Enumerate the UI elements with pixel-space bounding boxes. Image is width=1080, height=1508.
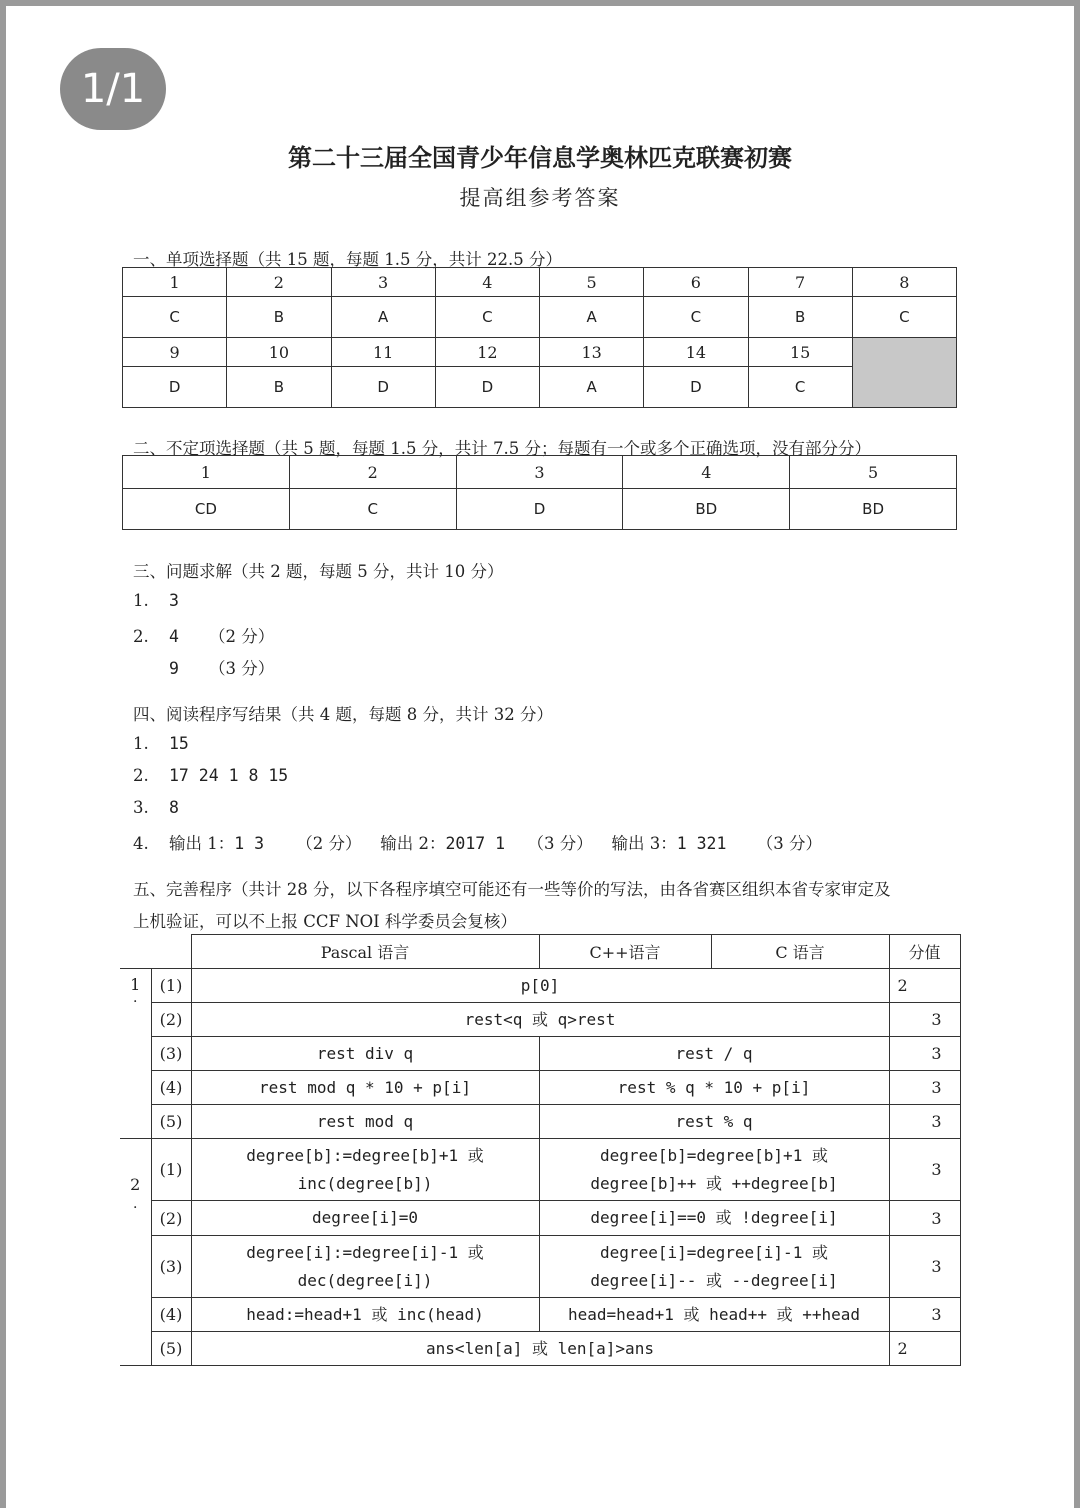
answer-cell: D: [331, 367, 435, 408]
score-cell: 2: [889, 1332, 960, 1366]
pascal-answer: [191, 1139, 539, 1201]
score-cell: 3: [889, 1201, 960, 1236]
section5-heading-line1: 五、完善程序（共计 28 分，以下各程序填空可能还有一些等价的写法，由各省赛区组织本省专家审定及: [133, 880, 891, 899]
c-answer: [539, 1236, 889, 1298]
question-number: 6: [644, 268, 748, 297]
answer-cell: C: [748, 367, 852, 408]
output1-label: 输出 1：: [169, 834, 235, 853]
pascal-answer: rest mod q * 10 + p[i]: [191, 1071, 539, 1105]
item-number: 2.: [133, 627, 149, 646]
document-title: 第二十三届全国青少年信息学奥林匹克联赛初赛: [288, 144, 792, 172]
blank-index: (3): [151, 1037, 191, 1071]
question-number: 3: [456, 456, 623, 489]
score-cell: 3: [889, 1037, 960, 1071]
answer-cell: A: [331, 297, 435, 338]
section2-heading: 二、不定项选择题（共 5 题，每题 1.5 分，共计 7.5 分；每题有一个或多个正确选项，没有部分分）: [133, 439, 871, 458]
answer-cell: C: [123, 297, 227, 338]
header-cpp: C++语言: [539, 935, 711, 969]
answer-cell: CD: [123, 489, 290, 530]
score-cell: 2: [889, 969, 960, 1003]
pascal-answer: [191, 1236, 539, 1298]
table-row: [120, 969, 960, 1003]
c-answer-line: degree[i]=degree[i]-1 或: [600, 1242, 828, 1262]
item-answer: 8: [169, 798, 179, 817]
section3-heading: 三、问题求解（共 2 题，每题 5 分，共计 10 分）: [133, 562, 504, 581]
question-number: 2: [227, 268, 331, 297]
answer-cell: C: [852, 297, 956, 338]
group-number: 1: [130, 975, 141, 994]
output3-label: 输出 3：: [611, 834, 677, 853]
answer-cell: D: [123, 367, 227, 408]
table-row: [120, 1298, 960, 1332]
score-cell: 3: [889, 1298, 960, 1332]
score-cell: 3: [889, 1139, 960, 1201]
answer-cell: D: [456, 489, 623, 530]
section5-heading-line2: 上机验证，可以不上报 CCF NOI 科学委员会复核）: [133, 912, 517, 931]
c-answer-line: degree[b]=degree[b]+1 或: [600, 1145, 828, 1165]
blank-index: (1): [151, 1139, 191, 1201]
group-number: 2: [130, 1175, 141, 1194]
item-number: 1.: [133, 591, 149, 610]
answer-cell: p[0]: [191, 969, 889, 1003]
output2-label: 输出 2：: [380, 834, 446, 853]
blank-index: (2): [151, 1201, 191, 1236]
pascal-answer-line: degree[b]:=degree[b]+1 或: [246, 1145, 484, 1165]
question-number: 4: [435, 268, 539, 297]
item-answer: 4: [169, 627, 179, 646]
header-pascal: Pascal 语言: [191, 935, 539, 969]
header-c: C 语言: [711, 935, 889, 969]
question-number: 10: [227, 338, 331, 367]
section5-answer-table: [120, 934, 961, 1366]
question-number: 5: [540, 268, 644, 297]
section2-answer-table: [122, 455, 957, 530]
answer-cell: B: [748, 297, 852, 338]
list-item: [133, 591, 179, 610]
item-answer: 15: [169, 734, 189, 753]
document-page: [6, 6, 1074, 1508]
question-number: 15: [748, 338, 852, 367]
c-answer-line: degree[b]++ 或 ++degree[b]: [590, 1173, 838, 1193]
item-number: 4.: [133, 834, 149, 853]
output2-score: （3 分）: [527, 834, 593, 853]
answer-cell: A: [540, 367, 644, 408]
score-cell: 3: [889, 1003, 960, 1037]
table-row: [123, 367, 957, 408]
empty-shaded-cell: [852, 338, 956, 408]
item-number: 3.: [133, 798, 149, 817]
question-number: 14: [644, 338, 748, 367]
table-header-row: [120, 935, 960, 969]
table-row: [120, 1139, 960, 1201]
output1-score: （2 分）: [296, 834, 362, 853]
question-number: 8: [852, 268, 956, 297]
pascal-answer-line: degree[i]:=degree[i]-1 或: [246, 1242, 484, 1262]
blank-index: (2): [151, 1003, 191, 1037]
answer-cell: C: [644, 297, 748, 338]
answer-cell: C: [289, 489, 456, 530]
question-number: 5: [790, 456, 957, 489]
c-answer: degree[i]==0 或 !degree[i]: [539, 1201, 889, 1236]
group-number-dot: ·: [133, 994, 138, 1010]
answer-cell: rest<q 或 q>rest: [191, 1003, 889, 1037]
output3-score: （3 分）: [756, 834, 822, 853]
section1-answer-table: [122, 267, 957, 408]
pascal-answer-line: dec(degree[i]): [297, 1270, 433, 1290]
answer-cell: A: [540, 297, 644, 338]
c-answer: head=head+1 或 head++ 或 ++head: [539, 1298, 889, 1332]
table-row: [120, 1071, 960, 1105]
answer-cell: C: [435, 297, 539, 338]
document-subtitle: 提高组参考答案: [459, 186, 621, 210]
page-indicator-badge: 1/1: [60, 48, 166, 130]
c-answer-line: degree[i]-- 或 --degree[i]: [590, 1270, 838, 1290]
question-group-number: [120, 969, 151, 1139]
item-score: （2 分）: [209, 627, 275, 646]
answer-cell: BD: [623, 489, 790, 530]
group-number-dot: ·: [133, 1200, 138, 1216]
c-answer: rest / q: [539, 1037, 889, 1071]
table-row: [123, 456, 957, 489]
question-number: 4: [623, 456, 790, 489]
table-row: [120, 1037, 960, 1071]
c-answer: [539, 1139, 889, 1201]
answer-cell: ans<len[a] 或 len[a]>ans: [191, 1332, 889, 1366]
table-row: [123, 297, 957, 338]
item-answer: 3: [169, 591, 179, 610]
question-number: 1: [123, 268, 227, 297]
table-row: [120, 1236, 960, 1298]
table-row: [123, 268, 957, 297]
pascal-answer-line: inc(degree[b]): [297, 1173, 433, 1193]
pascal-answer: rest mod q: [191, 1105, 539, 1139]
item-number: 1.: [133, 734, 149, 753]
question-number: 11: [331, 338, 435, 367]
list-item: [133, 798, 179, 817]
question-number: 13: [540, 338, 644, 367]
item-score: （3 分）: [209, 659, 275, 678]
score-cell: 3: [889, 1105, 960, 1139]
blank-index: (4): [151, 1298, 191, 1332]
pascal-answer: degree[i]=0: [191, 1201, 539, 1236]
output2-value: 2017 1: [445, 834, 506, 853]
answer-cell: B: [227, 367, 331, 408]
list-item: [133, 734, 189, 753]
header-score: 分值: [889, 935, 960, 969]
blank-index: (4): [151, 1071, 191, 1105]
answer-cell: B: [227, 297, 331, 338]
item-number: 2.: [133, 766, 149, 785]
score-cell: 3: [889, 1071, 960, 1105]
question-number: 1: [123, 456, 290, 489]
c-answer: rest % q: [539, 1105, 889, 1139]
question-number: 9: [123, 338, 227, 367]
blank-index: (3): [151, 1236, 191, 1298]
table-row: [120, 1201, 960, 1236]
question-number: 3: [331, 268, 435, 297]
section4-heading: 四、阅读程序写结果（共 4 题，每题 8 分，共计 32 分）: [133, 705, 553, 724]
pascal-answer: rest div q: [191, 1037, 539, 1071]
table-row: [123, 338, 957, 367]
item-answer: 17 24 1 8 15: [169, 766, 289, 785]
question-number: 12: [435, 338, 539, 367]
table-row: [120, 1332, 960, 1366]
question-group-number: [120, 1139, 151, 1366]
section1-heading: 一、单项选择题（共 15 题，每题 1.5 分，共计 22.5 分）: [133, 250, 562, 269]
answer-cell: D: [644, 367, 748, 408]
answer-cell: D: [435, 367, 539, 408]
blank-index: (5): [151, 1105, 191, 1139]
output3-value: 1 321: [676, 834, 727, 853]
output1-value: 1 3: [234, 834, 265, 853]
score-cell: 3: [889, 1236, 960, 1298]
list-item: [133, 830, 822, 854]
table-row: [120, 1105, 960, 1139]
blank-index: (5): [151, 1332, 191, 1366]
table-row: [123, 489, 957, 530]
item-answer: 9: [169, 659, 179, 678]
list-item: [133, 623, 274, 647]
answer-cell: BD: [790, 489, 957, 530]
list-item: [133, 655, 274, 679]
list-item: [133, 766, 288, 785]
table-row: [120, 1003, 960, 1037]
c-answer: rest % q * 10 + p[i]: [539, 1071, 889, 1105]
question-number: 2: [289, 456, 456, 489]
blank-index: (1): [151, 969, 191, 1003]
pascal-answer: head:=head+1 或 inc(head): [191, 1298, 539, 1332]
question-number: 7: [748, 268, 852, 297]
